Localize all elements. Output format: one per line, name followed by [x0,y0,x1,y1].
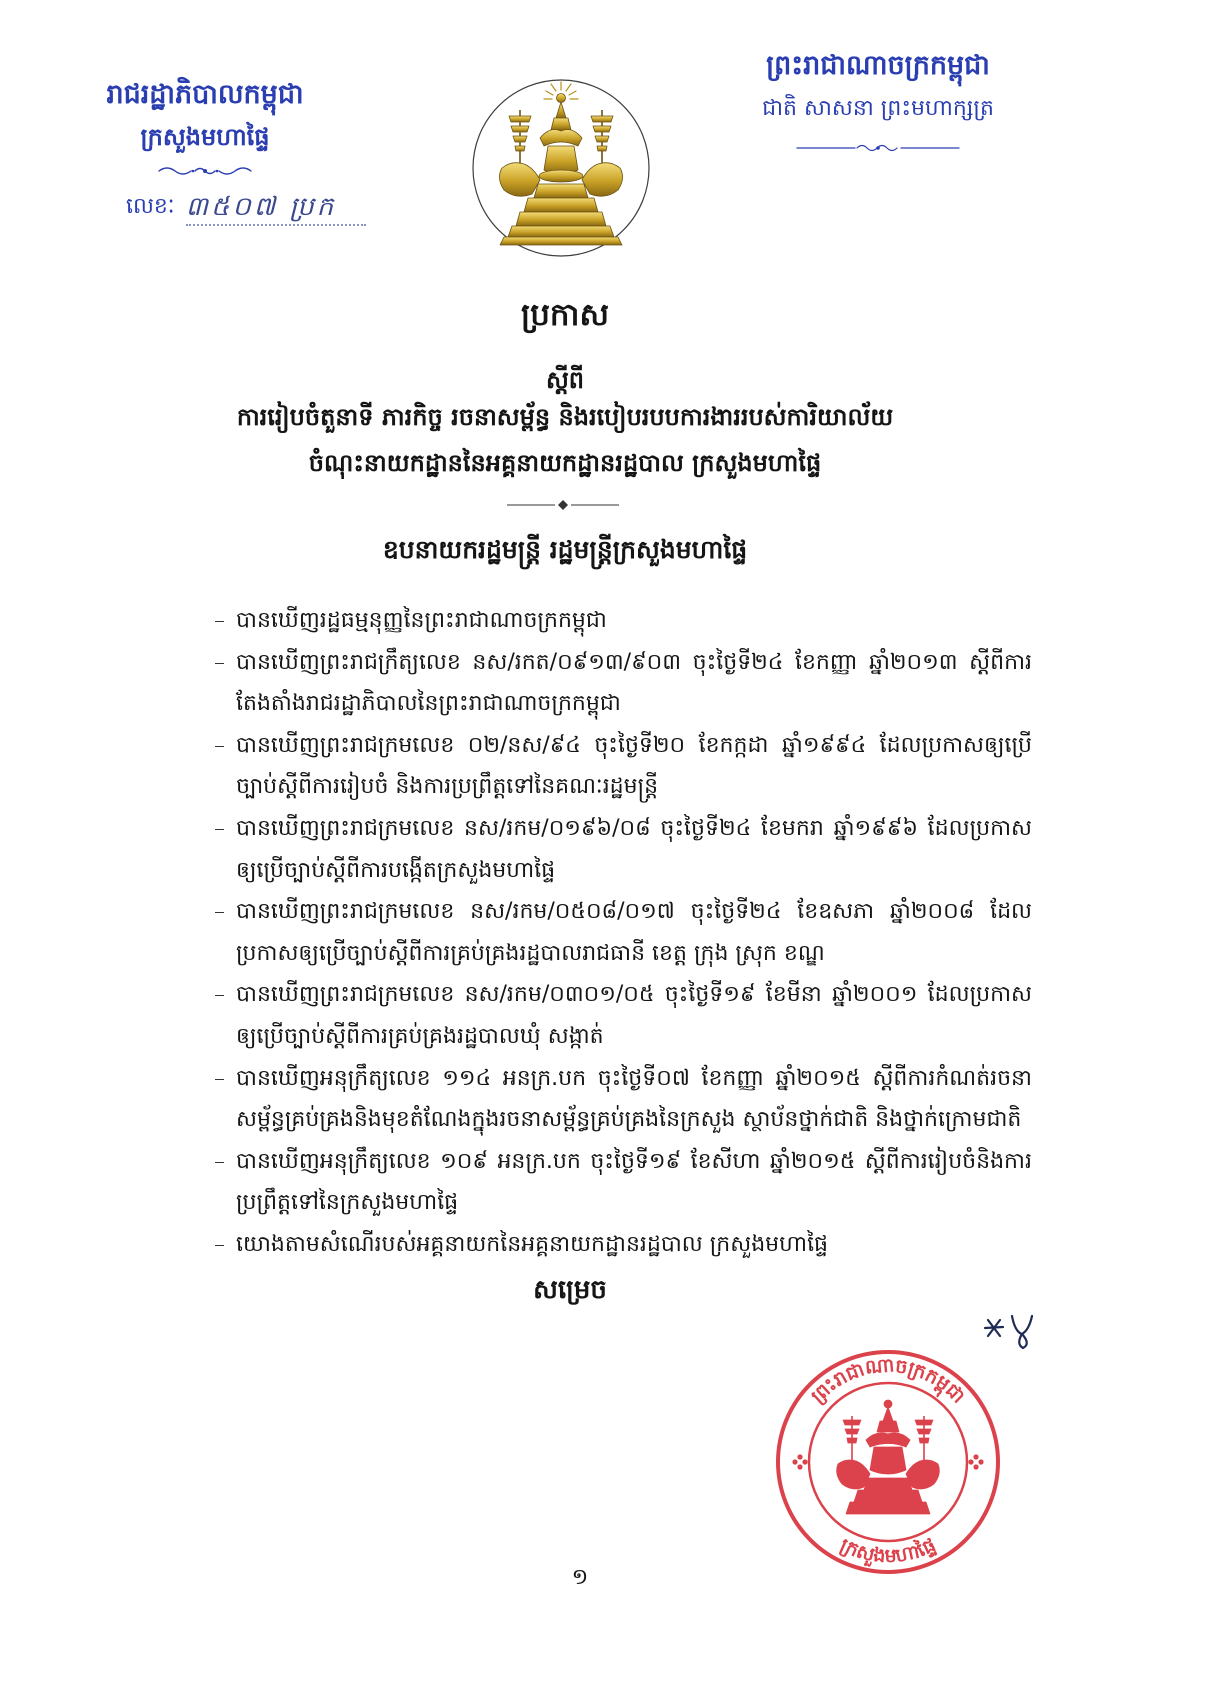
preamble-text: បានឃើញព្រះរាជក្រឹត្យលេខ នស/រកត/០៩១៣/៩០៣ ចុះថ្ងៃទី២៤ ខែកញ្ញា ឆ្នាំ២០១៣ ស្តីពីការតែងតាំងរាជរដ្ឋាភិបាលនៃព្រះរាជាណាចក្រកម្ពុជា [236,649,1032,717]
preamble-item [212,642,1032,725]
preamble-item [212,1141,1032,1224]
title-divider [505,498,621,512]
subject-line-1: ការរៀបចំតួនាទី ភារកិច្ច រចនាសម្ព័ន្ធ និងរបៀបរបបការងាររបស់ការិយាល័យ [236,403,894,431]
reference-label: លេខៈ [126,194,175,219]
seal-emblem [837,1400,940,1514]
seal-top-text: ព្រះរាជាណាចក្រកម្ពុជា [806,1354,970,1408]
preamble-item [212,600,1032,642]
preamble-text: បានឃើញអនុក្រឹត្យលេខ ១១៤ អនក្រ.បក ចុះថ្ងៃទី០៧ ខែកញ្ញា ឆ្នាំ២០១៥ ស្តីពីការកំណត់រចនាសម្ព័ន្ធគ្រប់គ្រងនិងមុខតំណែងក្នុងរចនាសម្ព័ន្ធគ្រប់គ្រងនៃក្រសួង ស្ថាប័នថ្នាក់ជាតិ និងថ្នាក់ក្រោមជាតិ [236,1065,1032,1133]
page-number: ១ [571,1565,589,1590]
preamble-item [212,891,1032,974]
emblem-figure [499,94,622,246]
preamble-text: បានឃើញព្រះរាជក្រមលេខ នស/រកម/០១៩៦/០៨ ចុះថ្ងៃទី២៤ ខែមករា ឆ្នាំ១៩៩៦ ដែលប្រកាសឲ្យប្រើច្បាប់ស្តីពីការបង្កើតក្រសួងមហាផ្ទៃ [236,815,1032,883]
bullet-dash [215,1162,224,1163]
preamble-text: បានឃើញព្រះរាជក្រមលេខ នស/រកម/០៣០១/០៥ ចុះថ្ងៃទី១៩ ខែមីនា ឆ្នាំ២០០១ ដែលប្រកាសឲ្យប្រើច្បាប់ស្តីពីការគ្រប់គ្រងរដ្ឋបាលឃុំ សង្កាត់ [236,982,1032,1049]
government-header [75,74,335,178]
motto-ornament [795,142,961,154]
bullet-dash [215,995,224,996]
title-about: ស្តីពី [545,366,585,394]
bullet-dash [215,746,224,747]
preamble-item [212,808,1032,891]
ministry-name: ក្រសួងមហាផ្ទៃ [140,123,270,151]
decision-heading: សម្រេច [533,1274,607,1305]
preamble-text: បានឃើញព្រះរាជក្រមលេខ ០២/នស/៩៤ ចុះថ្ងៃទី២០ ខែកក្កដា ឆ្នាំ១៩៩៤ ដែលប្រកាសឲ្យប្រើច្បាប់ស្តីពីការរៀបចំ និងការប្រព្រឹត្តទៅនៃគណៈរដ្ឋមន្ត្រី [236,732,1032,800]
bullet-dash [215,829,224,830]
reference-handwritten-number: ៣៥០៧ ប្រក [186,190,366,226]
preamble-item [212,974,1032,1057]
preamble-text: បានឃើញព្រះរាជក្រមលេខ នស/រកម/០៥០៨/០១៧ ចុះថ្ងៃទី២៤ ខែឧសភា ឆ្នាំ២០០៨ ដែលប្រកាសឲ្យប្រើច្បាប់ស្តីពីការគ្រប់គ្រងរដ្ឋបាលរាជធានី ខេត្ត ក្រុង ស្រុក ខណ្ឌ [236,899,1032,966]
bullet-dash [215,663,224,664]
bullet-dash [215,1079,224,1080]
issuer-title: ឧបនាយករដ្ឋមន្ត្រី រដ្ឋមន្ត្រីក្រសួងមហាផ្ទៃ [382,535,748,564]
bullet-dash [215,1245,224,1246]
government-name: រាជរដ្ឋាភិបាលកម្ពុជា [106,79,304,110]
ministry-seal [772,1346,1004,1578]
kingdom-header [738,44,1018,154]
document-type: ប្រកាស [521,297,609,333]
svg-text:ក្រសួងមហាផ្ទៃ [837,1532,939,1568]
preamble-text: បានឃើញអនុក្រឹត្យលេខ ១០៩ អនក្រ.បក ចុះថ្ងៃទី១៩ ខែសីហា ឆ្នាំ២០១៥ ស្តីពីការរៀបចំនិងការប្រព្រឹត្តទៅនៃក្រសួងមហាផ្ទៃ [236,1148,1032,1216]
preamble-text: បានឃើញរដ្ឋធម្មនុញ្ញនៃព្រះរាជាណាចក្រកម្ពុជា [236,608,607,633]
national-motto: ជាតិ សាសនា ព្រះមហាក្សត្រ [762,96,994,121]
preamble-text: យោងតាមសំណើរបស់អគ្គនាយកនៃអគ្គនាយកដ្ឋានរដ្ឋបាល ក្រសួងមហាផ្ទៃ [236,1231,829,1257]
reference-number [126,190,396,232]
subject-line-2: ចំណុះនាយកដ្ឋាននៃអគ្គនាយកដ្ឋានរដ្ឋបាល ក្រសួងមហាផ្ទៃ [308,449,822,477]
preamble-item [212,1058,1032,1141]
seal-bottom-text: ក្រសួងមហាផ្ទៃ [836,1534,940,1568]
kingdom-name: ព្រះរាជាណាចក្រកម្ពុជា [766,50,990,81]
bullet-dash [215,621,224,622]
bullet-dash [215,912,224,913]
royal-emblem [470,76,652,260]
seal-flower-left [792,1454,807,1469]
preamble-list [212,600,1032,1266]
preamble-item [212,725,1032,808]
flourish-ornament [155,164,255,178]
preamble-item [212,1224,1032,1266]
document-body [212,600,1032,1312]
seal-flower-right [968,1454,983,1469]
